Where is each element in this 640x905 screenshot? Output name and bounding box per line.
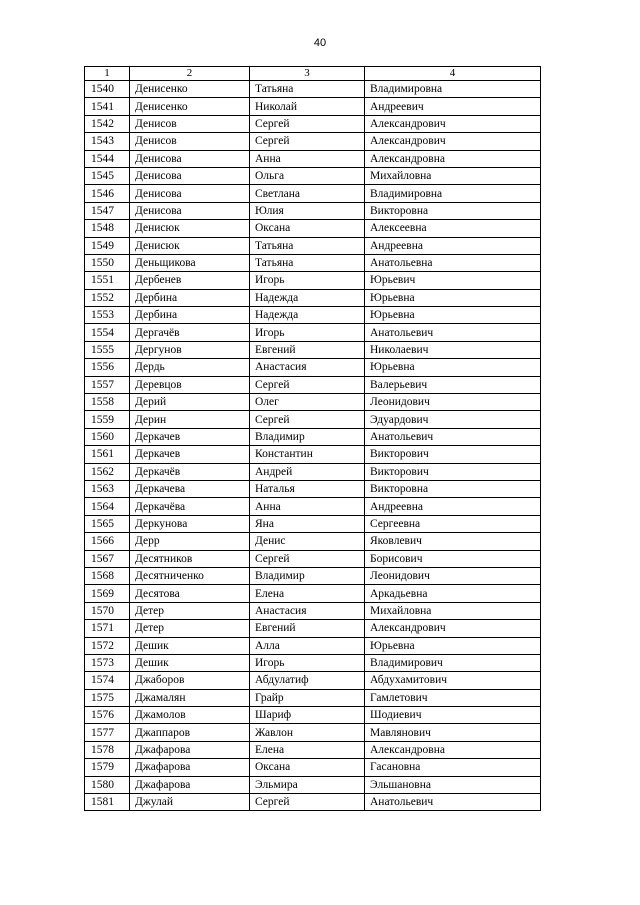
patronymic-cell: Леонидович [365,567,541,584]
surname-cell: Денисова [130,150,250,167]
first-name-cell: Татьяна [250,254,365,271]
first-name-cell: Игорь [250,324,365,341]
first-name-cell: Игорь [250,654,365,671]
patronymic-cell: Леонидович [365,394,541,411]
first-name-cell: Николай [250,98,365,115]
table-row [85,428,541,445]
first-name-cell: Владимир [250,567,365,584]
surname-cell: Джаборов [130,672,250,689]
surname-cell: Дердь [130,359,250,376]
first-name-cell: Денис [250,533,365,550]
row-number-cell: 1546 [85,185,130,202]
first-name-cell: Шариф [250,707,365,724]
patronymic-cell: Николаевич [365,341,541,358]
table-row [85,254,541,271]
surname-cell: Денисюк [130,220,250,237]
row-number-cell: 1569 [85,585,130,602]
roster-table [84,66,541,811]
patronymic-cell: Александрович [365,620,541,637]
surname-cell: Деркунова [130,515,250,532]
surname-cell: Десятова [130,585,250,602]
patronymic-cell: Александровна [365,150,541,167]
first-name-cell: Сергей [250,411,365,428]
row-number-cell: 1556 [85,359,130,376]
patronymic-cell: Гасановна [365,759,541,776]
table-row [85,411,541,428]
table-row [85,480,541,497]
column-header-2: 2 [130,67,250,81]
surname-cell: Деркачёва [130,498,250,515]
table-row [85,98,541,115]
table-row [85,394,541,411]
table-row [85,446,541,463]
first-name-cell: Евгений [250,620,365,637]
first-name-cell: Сергей [250,794,365,811]
patronymic-cell: Викторовна [365,480,541,497]
table-row [85,81,541,98]
table-body [85,81,541,811]
patronymic-cell: Михайловна [365,602,541,619]
patronymic-cell: Яковлевич [365,533,541,550]
surname-cell: Деньщикова [130,254,250,271]
row-number-cell: 1558 [85,394,130,411]
table-row [85,167,541,184]
table-row [85,741,541,758]
table-row [85,585,541,602]
row-number-cell: 1547 [85,202,130,219]
surname-cell: Дергунов [130,341,250,358]
table-row [85,759,541,776]
patronymic-cell: Эльшановна [365,776,541,793]
row-number-cell: 1557 [85,376,130,393]
surname-cell: Денисова [130,185,250,202]
row-number-cell: 1550 [85,254,130,271]
surname-cell: Дерин [130,411,250,428]
patronymic-cell: Анатольевич [365,794,541,811]
table-row [85,602,541,619]
surname-cell: Дергачёв [130,324,250,341]
row-number-cell: 1554 [85,324,130,341]
table-row [85,689,541,706]
row-number-cell: 1579 [85,759,130,776]
surname-cell: Джамолов [130,707,250,724]
first-name-cell: Сергей [250,376,365,393]
surname-cell: Деркачев [130,446,250,463]
first-name-cell: Олег [250,394,365,411]
patronymic-cell: Юрьевна [365,307,541,324]
patronymic-cell: Юрьевич [365,272,541,289]
row-number-cell: 1578 [85,741,130,758]
first-name-cell: Светлана [250,185,365,202]
first-name-cell: Татьяна [250,237,365,254]
row-number-cell: 1564 [85,498,130,515]
table-row [85,515,541,532]
patronymic-cell: Анатольевна [365,254,541,271]
table-row [85,289,541,306]
surname-cell: Денисов [130,133,250,150]
patronymic-cell: Юрьевна [365,359,541,376]
row-number-cell: 1580 [85,776,130,793]
table-row [85,463,541,480]
row-number-cell: 1567 [85,550,130,567]
row-number-cell: 1548 [85,220,130,237]
table-row [85,567,541,584]
row-number-cell: 1577 [85,724,130,741]
patronymic-cell: Владимирович [365,654,541,671]
patronymic-cell: Валерьевич [365,376,541,393]
table-row [85,115,541,132]
patronymic-cell: Викторович [365,463,541,480]
surname-cell: Денисов [130,115,250,132]
row-number-cell: 1571 [85,620,130,637]
first-name-cell: Грайр [250,689,365,706]
patronymic-cell: Эдуардович [365,411,541,428]
row-number-cell: 1570 [85,602,130,619]
table-row [85,359,541,376]
row-number-cell: 1562 [85,463,130,480]
surname-cell: Денисова [130,202,250,219]
table-row [85,637,541,654]
surname-cell: Дербина [130,307,250,324]
table-row [85,550,541,567]
surname-cell: Джафарова [130,759,250,776]
patronymic-cell: Викторович [365,446,541,463]
first-name-cell: Ольга [250,167,365,184]
table-row [85,185,541,202]
column-header-1: 1 [85,67,130,81]
table-row [85,237,541,254]
patronymic-cell: Абдухамитович [365,672,541,689]
patronymic-cell: Викторовна [365,202,541,219]
surname-cell: Дербина [130,289,250,306]
first-name-cell: Сергей [250,550,365,567]
surname-cell: Денисенко [130,98,250,115]
row-number-cell: 1573 [85,654,130,671]
first-name-cell: Игорь [250,272,365,289]
row-number-cell: 1575 [85,689,130,706]
row-number-cell: 1576 [85,707,130,724]
table-row [85,794,541,811]
patronymic-cell: Александровна [365,741,541,758]
first-name-cell: Яна [250,515,365,532]
patronymic-cell: Анатольевич [365,324,541,341]
first-name-cell: Елена [250,741,365,758]
patronymic-cell: Андреевна [365,237,541,254]
row-number-cell: 1561 [85,446,130,463]
row-number-cell: 1545 [85,167,130,184]
patronymic-cell: Аркадьевна [365,585,541,602]
row-number-cell: 1541 [85,98,130,115]
first-name-cell: Жавлон [250,724,365,741]
first-name-cell: Надежда [250,307,365,324]
first-name-cell: Надежда [250,289,365,306]
surname-cell: Детер [130,602,250,619]
table-row [85,133,541,150]
table-row [85,724,541,741]
first-name-cell: Алла [250,637,365,654]
patronymic-cell: Анатольевич [365,428,541,445]
table-row [85,533,541,550]
first-name-cell: Анастасия [250,602,365,619]
patronymic-cell: Гамлетович [365,689,541,706]
surname-cell: Джулай [130,794,250,811]
first-name-cell: Евгений [250,341,365,358]
row-number-cell: 1552 [85,289,130,306]
table-row [85,654,541,671]
row-number-cell: 1568 [85,567,130,584]
first-name-cell: Татьяна [250,81,365,98]
surname-cell: Джафарова [130,741,250,758]
table-row [85,272,541,289]
surname-cell: Десятников [130,550,250,567]
page-number: 40 [313,37,327,49]
patronymic-cell: Александрович [365,133,541,150]
table-row [85,707,541,724]
surname-cell: Десятниченко [130,567,250,584]
header-row [85,67,541,81]
table-header [85,67,541,81]
surname-cell: Денисюк [130,237,250,254]
row-number-cell: 1566 [85,533,130,550]
table-row [85,498,541,515]
row-number-cell: 1565 [85,515,130,532]
surname-cell: Деркачев [130,428,250,445]
patronymic-cell: Мавлянович [365,724,541,741]
patronymic-cell: Владимировна [365,185,541,202]
surname-cell: Детер [130,620,250,637]
surname-cell: Дерий [130,394,250,411]
patronymic-cell: Андреевна [365,498,541,515]
surname-cell: Джаппаров [130,724,250,741]
patronymic-cell: Юрьевна [365,637,541,654]
patronymic-cell: Борисович [365,550,541,567]
row-number-cell: 1542 [85,115,130,132]
table-row [85,150,541,167]
row-number-cell: 1543 [85,133,130,150]
surname-cell: Денисенко [130,81,250,98]
table-row [85,620,541,637]
row-number-cell: 1572 [85,637,130,654]
row-number-cell: 1551 [85,272,130,289]
table-row [85,220,541,237]
surname-cell: Деркачёв [130,463,250,480]
surname-cell: Дерр [130,533,250,550]
table-row [85,324,541,341]
first-name-cell: Юлия [250,202,365,219]
first-name-cell: Анастасия [250,359,365,376]
row-number-cell: 1581 [85,794,130,811]
first-name-cell: Анна [250,498,365,515]
surname-cell: Деркачева [130,480,250,497]
first-name-cell: Абдулатиф [250,672,365,689]
row-number-cell: 1540 [85,81,130,98]
patronymic-cell: Михайловна [365,167,541,184]
surname-cell: Дербенев [130,272,250,289]
first-name-cell: Владимир [250,428,365,445]
patronymic-cell: Сергеевна [365,515,541,532]
row-number-cell: 1560 [85,428,130,445]
patronymic-cell: Алексеевна [365,220,541,237]
first-name-cell: Константин [250,446,365,463]
surname-cell: Деревцов [130,376,250,393]
patronymic-cell: Владимировна [365,81,541,98]
patronymic-cell: Юрьевна [365,289,541,306]
first-name-cell: Елена [250,585,365,602]
first-name-cell: Эльмира [250,776,365,793]
row-number-cell: 1553 [85,307,130,324]
surname-cell: Дешик [130,654,250,671]
column-header-3: 3 [250,67,365,81]
surname-cell: Джамалян [130,689,250,706]
row-number-cell: 1574 [85,672,130,689]
surname-cell: Джафарова [130,776,250,793]
table-row [85,202,541,219]
table-row [85,672,541,689]
row-number-cell: 1549 [85,237,130,254]
table-row [85,341,541,358]
table-row [85,307,541,324]
first-name-cell: Сергей [250,133,365,150]
patronymic-cell: Шодиевич [365,707,541,724]
row-number-cell: 1559 [85,411,130,428]
table-row [85,776,541,793]
first-name-cell: Сергей [250,115,365,132]
first-name-cell: Наталья [250,480,365,497]
table-row [85,376,541,393]
column-header-4: 4 [365,67,541,81]
patronymic-cell: Александрович [365,115,541,132]
row-number-cell: 1544 [85,150,130,167]
first-name-cell: Андрей [250,463,365,480]
row-number-cell: 1555 [85,341,130,358]
patronymic-cell: Андреевич [365,98,541,115]
surname-cell: Денисова [130,167,250,184]
first-name-cell: Оксана [250,759,365,776]
first-name-cell: Анна [250,150,365,167]
row-number-cell: 1563 [85,480,130,497]
first-name-cell: Оксана [250,220,365,237]
surname-cell: Дешик [130,637,250,654]
